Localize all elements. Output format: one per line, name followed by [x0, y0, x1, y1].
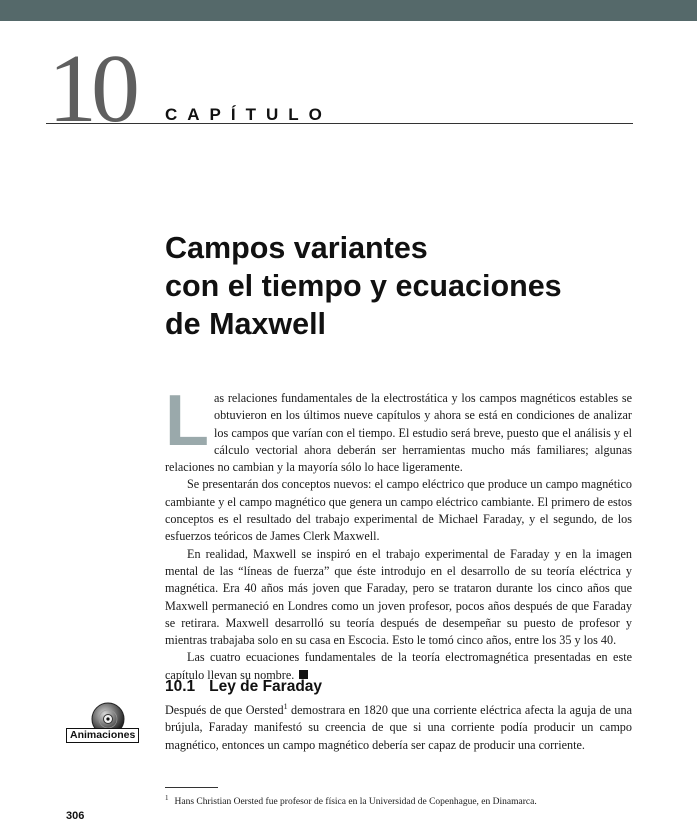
animations-badge: Animaciones	[66, 728, 139, 743]
intro-body	[165, 381, 632, 684]
intro-paragraph-3: En realidad, Maxwell se inspiró en el trabajo experimental de Faraday y en la imagen mental de las “líneas de fuerza” que éste introdujo en el desarrollo de su teoría eléctrica y magnética. Era 40 años más joven que Faraday, pero se trataron durante los cinco años que Maxwell permaneció en Londres como un joven profesor, pocos años después de que Faraday se retirara. Maxwell desarrolló su teoría después de desempeñar su puesto de profesor y mientras trabajaba solo en su casa en Escocia. Esto le tomó cinco años, entre los 35 y los 40.	[165, 546, 632, 648]
chapter-title-line-3: de Maxwell	[165, 307, 327, 341]
intro-paragraph-1	[165, 381, 632, 476]
section-title: Ley de Faraday	[209, 678, 323, 695]
chapter-rule	[46, 123, 633, 124]
footnote-marker: 1	[165, 794, 169, 802]
chapter-title	[165, 229, 665, 343]
top-color-bar	[0, 0, 697, 21]
intro-paragraph-1-text: as relaciones fundamentales de la electrostática y los campos magnéticos estables se obtuvieron en los últimos nueve capítulos y ahora se está en condiciones de analizar los campos que varían con el tiempo. El estudio será breve, puesto que el análisis y el cálculo vectorial ahora deberán ser herramientas mucho más familiares; algunas relaciones no cambian y la mayoría sólo lo hace ligeramente.	[165, 391, 632, 475]
section-heading	[165, 678, 322, 696]
page-number: 306	[66, 810, 85, 822]
footnote-reference: 1	[283, 701, 288, 711]
drop-cap: L	[165, 381, 209, 461]
section-text-before: Después de que Oersted	[165, 703, 284, 717]
chapter-number: 10	[48, 35, 134, 143]
intro-paragraph-2: Se presentarán dos conceptos nuevos: el campo eléctrico que produce un campo magnético cambiante y el campo magnético que genera un campo eléctrico cambiante. El primero de estos conceptos es el resultado del trabajo experimental de Michael Faraday, y el segundo, de los esfuerzos teóricos de James Clerk Maxwell.	[165, 477, 632, 544]
section-text-after: demostrara en 1820 que una corriente eléctrica afecta la aguja de una brújula, Faraday manifestó su creencia de que si una corriente podía producir un campo magnético, entonces un campo magnético debería ser capaz de producir una corriente.	[165, 703, 632, 752]
section-number: 10.1	[165, 678, 196, 695]
footnote-text: Hans Christian Oersted fue profesor de física en la Universidad de Copenhague, en Dinamarca.	[174, 797, 537, 808]
chapter-label: CAPÍTULO	[165, 105, 332, 124]
chapter-title-line-2: con el tiempo y ecuaciones	[165, 269, 562, 303]
footnote	[165, 792, 537, 808]
chapter-title-line-1: Campos variantes	[165, 231, 428, 265]
footnote-rule	[165, 787, 218, 788]
intro-paragraph-4-text: Las cuatro ecuaciones fundamentales de la teoría electromagnética presentadas en este capítulo llevan su nombre.	[165, 650, 632, 682]
section-paragraph	[165, 702, 632, 754]
